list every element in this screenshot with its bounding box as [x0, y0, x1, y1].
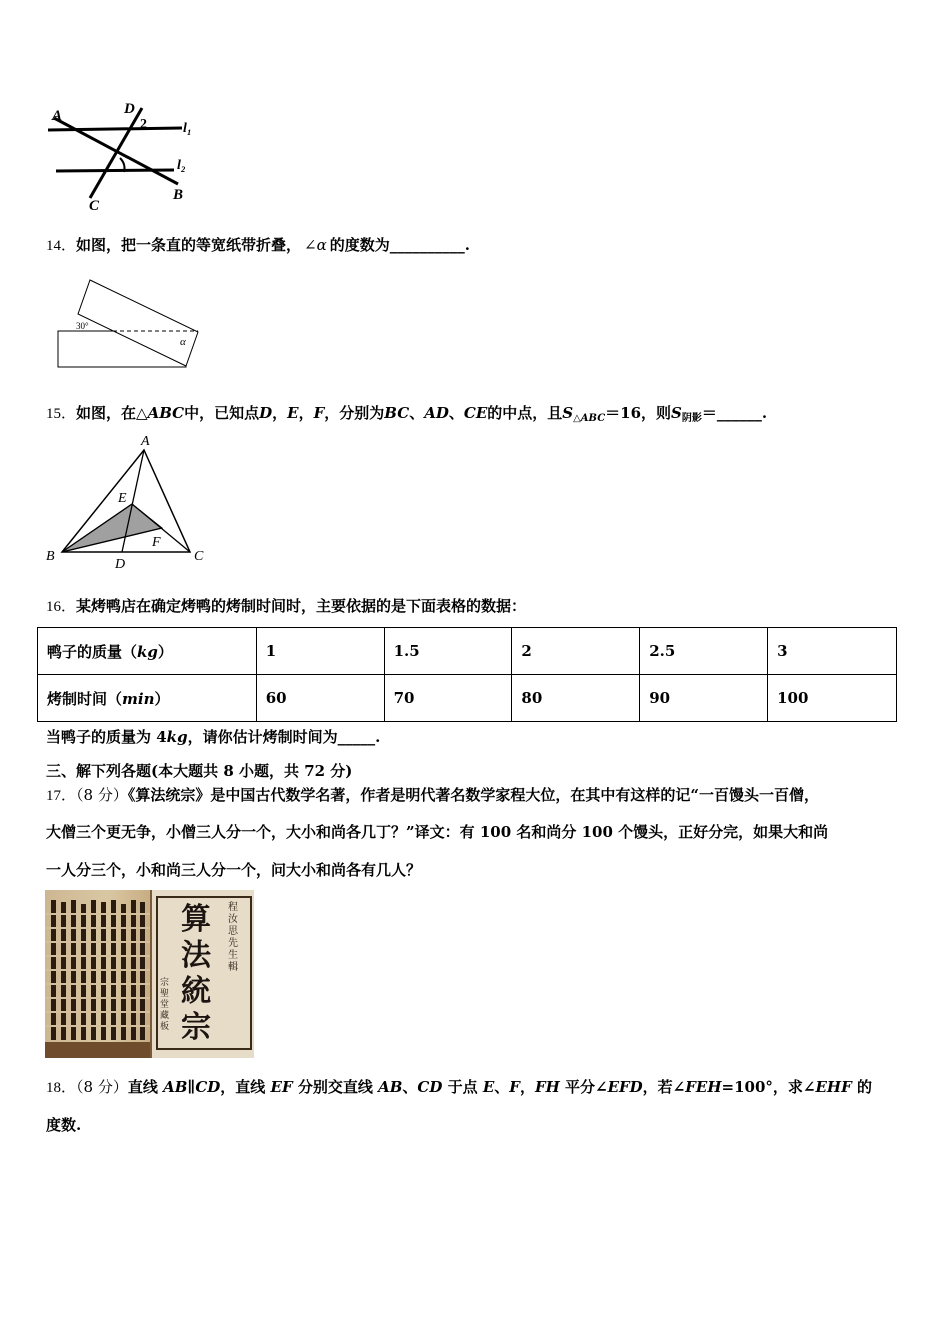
question-18-line2: 度数. — [46, 1116, 82, 1134]
table-cell: 3 — [768, 628, 897, 675]
title-char: 算 — [181, 902, 211, 937]
text-columns-graphic — [45, 890, 150, 1058]
subscript-abc: △ABC — [573, 413, 606, 424]
text: ， — [519, 1078, 535, 1096]
text: 平分∠ — [559, 1078, 608, 1096]
cover-side-text: 程汝思先生輯 — [228, 902, 238, 973]
duck-data-table — [37, 627, 897, 722]
var-BC: BC — [384, 404, 410, 422]
table-cell: 80 — [512, 675, 640, 722]
label-A: A — [141, 434, 150, 449]
text: 如图，在△ — [76, 404, 148, 422]
subscript-shaded: 阴影 — [681, 413, 702, 424]
text: =100°，求∠ — [721, 1078, 816, 1096]
label-2: 2 — [140, 117, 147, 132]
row-header-mass — [38, 628, 257, 675]
var-CD: CD — [195, 1078, 221, 1096]
var-FEH: FEH — [685, 1078, 722, 1096]
label: 鸭子的质量（ — [47, 642, 138, 661]
text: 、 — [402, 1078, 418, 1096]
var-AB: AB — [163, 1078, 188, 1096]
line-l1 — [48, 128, 182, 130]
title-char: 法 — [181, 938, 211, 973]
text: 、 — [409, 404, 425, 422]
text: 的中点，且 — [487, 404, 563, 422]
table-cell: 70 — [384, 675, 512, 722]
title-char: 統 — [181, 974, 211, 1009]
table-row — [38, 628, 897, 675]
text: 于点 — [442, 1078, 483, 1096]
text: 的 — [851, 1078, 872, 1096]
label-close: ） — [154, 689, 170, 708]
question-17-line2: 大僧三个更无争，小僧三人分一个，大小和尚各几丁？”译文：有 100 名和尚分 100 个馒头，正好分完，如果大和尚 — [46, 823, 829, 841]
row-header-time — [38, 675, 257, 722]
score: （8 分） — [76, 786, 128, 804]
label-alpha: α — [180, 336, 186, 348]
label-D: D — [115, 557, 126, 572]
question-number: 15． — [46, 406, 77, 422]
unit-kg: kg — [166, 728, 188, 746]
var-F: F — [313, 404, 325, 422]
unit-kg: kg — [137, 642, 158, 661]
table-row — [38, 675, 897, 722]
question-17-line3: 一人分三个，小和尚三人分一个，问大小和尚各有几人？ — [46, 861, 422, 879]
label-D: D — [124, 101, 135, 117]
figure-parallel-lines — [40, 98, 210, 213]
text: 当鸭子的质量为 4 — [46, 728, 167, 746]
text: ，请你估计烤制时间为_____. — [187, 728, 381, 746]
text: ＝______. — [701, 404, 768, 422]
text: 、 — [494, 1078, 510, 1096]
label-B: B — [46, 549, 55, 564]
question-18-line1 — [46, 1077, 872, 1098]
var-CE: CE — [463, 404, 488, 422]
table-cell: 1 — [256, 628, 384, 675]
text: ， — [298, 404, 314, 422]
question-16-followup — [46, 727, 380, 747]
var-ABC: ABC — [147, 404, 185, 422]
figure-triangle-abc — [40, 430, 215, 575]
parallel-symbol: ∥ — [187, 1078, 196, 1096]
question-text: 如图，把一条直的等宽纸带折叠， — [76, 236, 302, 254]
title-char: 宗 — [181, 1010, 211, 1045]
shaded-region — [62, 504, 162, 552]
var-AB: AB — [378, 1078, 403, 1096]
var-CD: CD — [417, 1078, 443, 1096]
book-cover — [150, 890, 254, 1058]
text: 、 — [448, 404, 464, 422]
score: （8 分） — [76, 1078, 128, 1096]
line-CD — [90, 108, 142, 198]
question-14 — [46, 235, 470, 256]
var-F: F — [509, 1078, 520, 1096]
label-l1: l₁ — [183, 121, 192, 136]
label-B: B — [173, 187, 184, 203]
label-E: E — [118, 491, 127, 506]
text: ， — [272, 404, 288, 422]
cover-bottom-text: 宗聖堂藏板 — [160, 978, 170, 1032]
text: ，分别为 — [324, 404, 385, 422]
angle-alpha: ∠α — [304, 236, 327, 254]
var-S: S — [562, 404, 574, 422]
text: ，若∠ — [642, 1078, 686, 1096]
var-E: E — [482, 1078, 495, 1096]
text: ，直线 — [220, 1078, 271, 1096]
label-30deg: 30° — [76, 321, 89, 331]
var-E: E — [287, 404, 299, 422]
figure-folded-strip — [54, 276, 204, 371]
question-text-end: 的度数为__________. — [329, 236, 470, 254]
table-cell: 100 — [768, 675, 897, 722]
text: 直线 — [127, 1078, 164, 1096]
book-left-page — [45, 890, 150, 1058]
table-cell: 1.5 — [384, 628, 512, 675]
var-S-shaded: S — [671, 404, 682, 422]
unit-min: min — [122, 689, 155, 708]
question-number: 16． — [46, 599, 77, 615]
question-number: 18． — [46, 1080, 77, 1096]
question-15 — [46, 403, 767, 429]
cover-title — [174, 902, 218, 1046]
label-l2: l₂ — [177, 158, 186, 173]
table-cell: 2.5 — [640, 628, 768, 675]
book-image — [45, 890, 254, 1058]
question-number: 17． — [46, 788, 77, 804]
question-17-line1 — [46, 785, 819, 806]
label-close: ） — [157, 642, 173, 661]
label-A: A — [52, 108, 63, 124]
label: 烤制时间（ — [47, 689, 123, 708]
text: 《算法统宗》是中国古代数学名著，作者是明代著名数学家程大位，在其中有这样的记“一百馒头一百僧， — [127, 786, 819, 804]
question-number: 14． — [46, 238, 77, 254]
label-F: F — [152, 535, 161, 550]
text: 中，已知点 — [184, 404, 260, 422]
table-cell: 2 — [512, 628, 640, 675]
label-C: C — [89, 198, 100, 213]
question-16 — [46, 596, 526, 617]
var-FH: FH — [534, 1078, 560, 1096]
var-AD: AD — [424, 404, 449, 422]
question-text: 某烤鸭店在确定烤鸭的烤制时间时，主要依据的是下面表格的数据： — [76, 597, 527, 615]
text: ＝16，则 — [605, 404, 672, 422]
text: 分别交直线 — [292, 1078, 379, 1096]
table-cell: 90 — [640, 675, 768, 722]
var-D: D — [259, 404, 273, 422]
table-cell: 60 — [256, 675, 384, 722]
label-C: C — [194, 549, 204, 564]
var-EF: EF — [270, 1078, 293, 1096]
var-EHF: EHF — [815, 1078, 852, 1096]
var-EFD: EFD — [607, 1078, 643, 1096]
section-3-title: 三、解下列各题(本大题共 8 小题，共 72 分) — [46, 762, 353, 780]
